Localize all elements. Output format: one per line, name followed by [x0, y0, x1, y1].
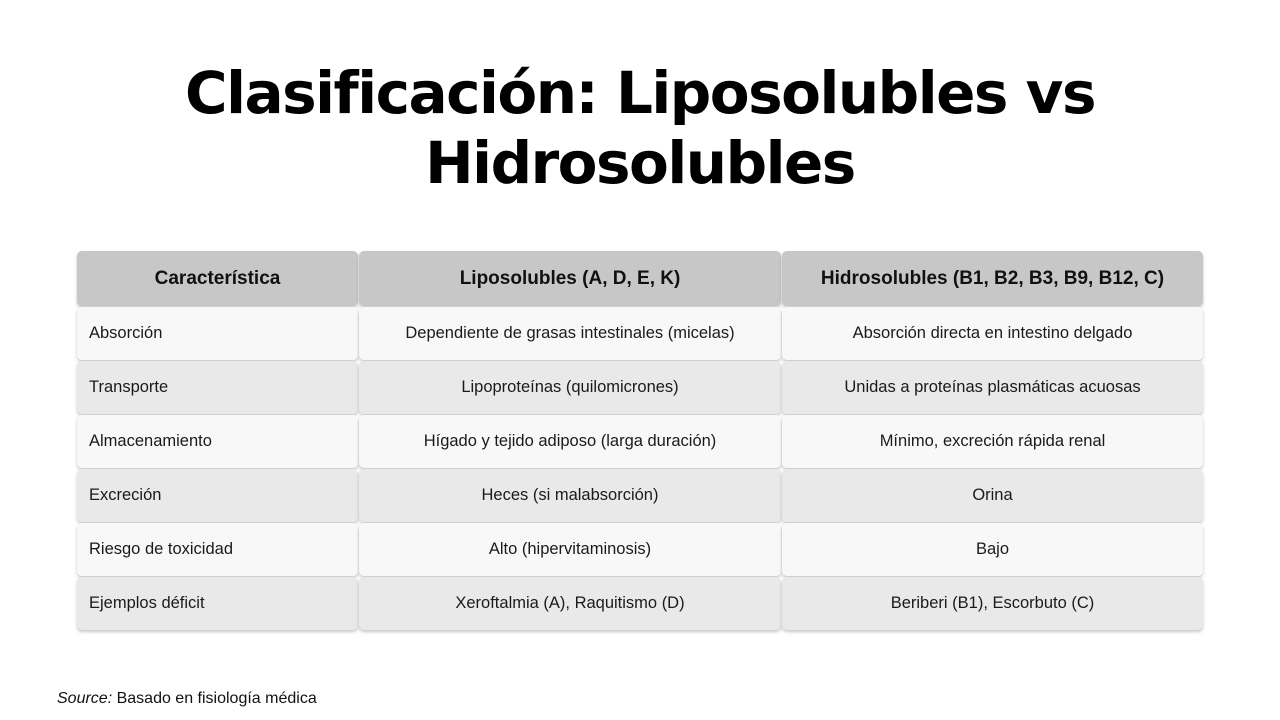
header-cell: Liposolubles (A, D, E, K): [359, 251, 781, 306]
comparison-table: [77, 251, 1203, 630]
table-cell: Excreción: [77, 469, 358, 522]
table-cell: Riesgo de toxicidad: [77, 523, 358, 576]
table-cell: Heces (si malabsorción): [359, 469, 781, 522]
table-row: [77, 414, 1203, 468]
table-cell: Beriberi (B1), Escorbuto (C): [782, 577, 1203, 630]
table-row: [77, 306, 1203, 360]
header-cell: Hidrosolubles (B1, B2, B3, B9, B12, C): [782, 251, 1203, 306]
table-cell: Mínimo, excreción rápida renal: [782, 415, 1203, 468]
source-note: [57, 690, 317, 708]
table-cell: Transporte: [77, 361, 358, 414]
table-cell: Alto (hipervitaminosis): [359, 523, 781, 576]
table-header-row: [77, 251, 1203, 306]
table-cell: Hígado y tejido adiposo (larga duración): [359, 415, 781, 468]
table-cell: Xeroftalmia (A), Raquitismo (D): [359, 577, 781, 630]
table-row: [77, 360, 1203, 414]
header-cell: Característica: [77, 251, 358, 306]
source-label: Source:: [57, 690, 113, 707]
table-cell: Orina: [782, 469, 1203, 522]
table-cell: Dependiente de grasas intestinales (micelas): [359, 307, 781, 360]
table-row: [77, 576, 1203, 630]
table-cell: Lipoproteínas (quilomicrones): [359, 361, 781, 414]
table-row: [77, 468, 1203, 522]
table-row: [77, 522, 1203, 576]
table-cell: Ejemplos déficit: [77, 577, 358, 630]
table-cell: Unidas a proteínas plasmáticas acuosas: [782, 361, 1203, 414]
table-cell: Bajo: [782, 523, 1203, 576]
table-cell: Absorción directa en intestino delgado: [782, 307, 1203, 360]
table-cell: Almacenamiento: [77, 415, 358, 468]
page-title: Clasificación: Liposolubles vs Hidrosolubles: [185, 59, 1095, 197]
table-cell: Absorción: [77, 307, 358, 360]
source-text: Basado en fisiología médica: [116, 690, 317, 707]
